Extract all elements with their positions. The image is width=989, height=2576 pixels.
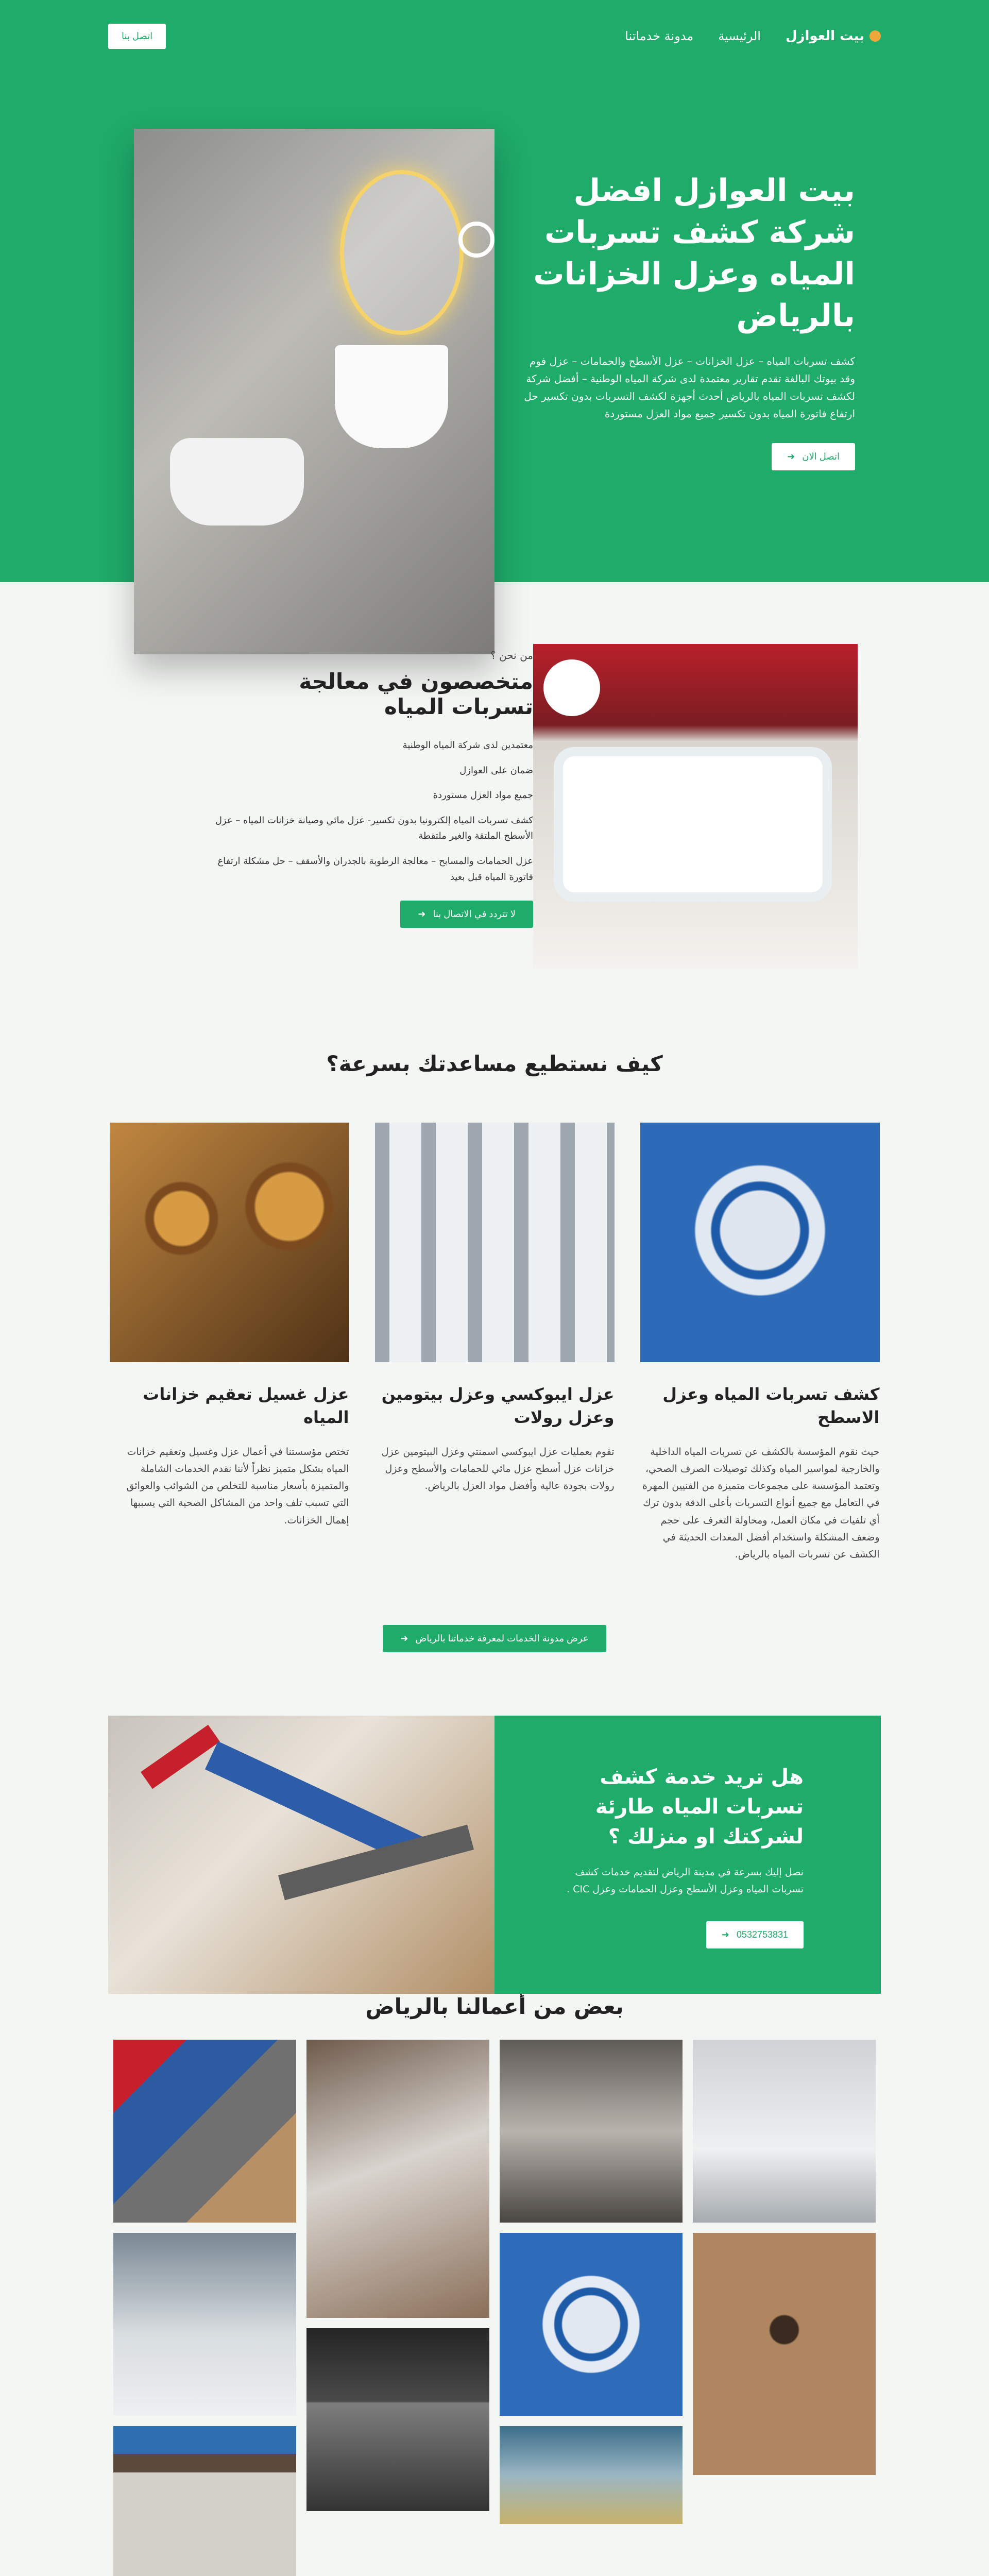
mirror-shape (340, 170, 464, 335)
about-item: كشف تسربات المياه إلكترونيا بدون تكسير- عزل مائي وصيانة خزانات المياه – عزل الأسطح الملتقة والغير ملتقطة (215, 815, 533, 842)
hero-bathroom-image (134, 129, 494, 654)
nav-links (625, 28, 881, 44)
bathtub-shape (554, 747, 832, 902)
service-card (110, 1123, 349, 1563)
service-title: عزل ايبوكسي وعزل بيتومين وعزل رولات (381, 1384, 615, 1427)
gallery-image-bathroom[interactable] (113, 2233, 296, 2416)
services-title: كيف نستطيع مساعدتك بسرعة؟ (326, 1051, 663, 1076)
service-cards (0, 1123, 989, 1563)
hero-section (0, 72, 989, 582)
services-section (0, 1020, 989, 1716)
brand-name: بيت العوازل (785, 28, 864, 44)
cta-phone-number: 0532753831 (736, 1929, 788, 1940)
arrow-icon: ➜ (400, 1633, 408, 1644)
gallery-image-floor-hole[interactable] (693, 2233, 876, 2475)
hero-description: كشف تسربات المياه – عزل الخزانات – عزل الأسطح والحمامات – عزل فوم وقد بيوتك البالغة تقدم تقارير معتمدة لدى شركة المياه الوطنية – أفضل شركة لكشف تسربات المياه بالرياض أحدث أجهزة لكشف التسربات بدون تكسير حل ارتفاع فاتورة المياه بدون تكسير جميع مواد العزل مستوردة (524, 355, 855, 420)
about-content (214, 649, 533, 928)
decor-circle (543, 659, 600, 716)
cta-title: هل تريد خدمة كشف تسربات المياه طارئة لشركتك او منزلك ؟ (595, 1765, 804, 1849)
gallery-image-wrenches[interactable] (113, 2040, 296, 2223)
nav-link-home[interactable]: الرئيسية (718, 29, 761, 43)
toilet-shape (170, 438, 304, 526)
emergency-cta-section (0, 1716, 989, 2076)
service-image-drain (640, 1123, 880, 1362)
gallery-image-roof[interactable] (500, 2426, 683, 2524)
hero-title: بيت العوازل افضل شركة كشف تسربات المياه وعزل الخزانات بالرياض (533, 173, 855, 334)
logo-icon (869, 30, 881, 42)
nav-link-blog[interactable]: مدونة خدماتنا (625, 29, 694, 43)
about-title: متخصصون في معالجة تسربات المياه (299, 669, 533, 719)
gallery-image-pipes[interactable] (306, 2040, 489, 2318)
service-card (640, 1123, 880, 1563)
gallery-image-toilet[interactable] (113, 2426, 296, 2576)
gallery-image-tap-drip[interactable] (500, 2040, 683, 2223)
about-item: جميع مواد العزل مستوردة (433, 790, 533, 801)
brand-logo[interactable] (786, 28, 881, 44)
services-more (0, 1625, 989, 1652)
service-image-pipes (110, 1123, 349, 1362)
service-card (375, 1123, 615, 1563)
sink-shape (335, 345, 448, 448)
gallery-image-faucet[interactable] (693, 2040, 876, 2223)
decor-ring (458, 222, 494, 258)
cta-description: نصل إليك بسرعة في مدينة الرياض لتقديم خدمات كشف تسربات المياه وعزل الأسطح وعزل الحمامات وعزل CIC . (567, 1867, 804, 1895)
about-item: معتمدين لدى شركة المياه الوطنية (402, 740, 533, 751)
services-blog-label: عرض مدونة الخدمات لمعرفة خدماتنا بالرياض (415, 1633, 589, 1644)
cta-panel (494, 1716, 881, 1994)
top-header (0, 0, 989, 72)
about-item: عزل الحمامات والمسابح – معالجة الرطوبة بالجدران والأسقف – حل مشكلة ارتفاع فاتورة المياه قبل بعيد (217, 855, 533, 883)
about-section (0, 582, 989, 1020)
service-description: حيث نقوم المؤسسة بالكشف عن تسربات المياه الداخلية والخارجية لمواسير المياه وكذلك توصيلات الصرف الصحي، وتعتمد المؤسسة على مجموعات متميزة من الفنيين المهرة في التعامل مع جميع أنواع التسربات بأعلى الدقة بدون ترك أي تلفيات في مكان العمل، ومحاولة التعرف على حجم وضعف المشكلة واستخدام أفضل المعدات الحديثة في الكشف عن تسربات المياه بالرياض. (642, 1446, 880, 1561)
nav-contact-button[interactable]: اتصل بنا (108, 24, 166, 49)
wrenches-image (108, 1716, 494, 1994)
about-contact-button[interactable] (400, 901, 533, 928)
service-title: عزل غسيل تعقيم خزانات المياه (143, 1384, 349, 1427)
gallery-section (0, 1994, 989, 2576)
gallery-grid (113, 2040, 876, 2576)
wrench-shape (141, 1725, 220, 1789)
arrow-icon: ➜ (787, 451, 795, 462)
hero-call-button[interactable] (772, 443, 855, 470)
about-contact-label: لا تتردد في الاتصال بنا (433, 909, 516, 920)
hero-text (515, 170, 855, 470)
about-list (214, 738, 533, 885)
nav-bar (0, 0, 989, 72)
arrow-icon: ➜ (418, 909, 426, 920)
arrow-icon: ➜ (721, 1929, 729, 1940)
gallery-title: بعض من أعمالنا بالرياض (365, 1994, 624, 2019)
about-kicker: من نحن ؟ (490, 649, 533, 662)
service-image-tanks (375, 1123, 615, 1362)
service-description: تختص مؤسستنا في أعمال عزل وغسيل وتعقيم خزانات المياه بشكل متميز نظراً لأننا نقدم الخدمات الشاملة والمتميزة بأسعار مناسبة للتخلص من الشوائب والعوائق التي تسبب تلف واحد من المشاكل الصحية التي يسببها إهمال الخزانات. (126, 1446, 349, 1526)
cta-phone-button[interactable] (706, 1921, 804, 1948)
service-description: تقوم بعمليات عزل ايبوكسي اسمنتي وعزل البيتومين عزل خزانات عزل أسطح عزل مائي للحمامات والأسطح وعزل رولات بجودة عالية وأفضل مواد العزل بالرياض. (381, 1446, 615, 1492)
about-bathtub-image (533, 644, 858, 969)
gallery-image-drain[interactable] (500, 2233, 683, 2416)
about-item: ضمان على العوازل (459, 765, 533, 776)
service-title: كشف تسربات المياه وعزل الاسطح (662, 1384, 880, 1427)
hero-call-label: اتصل الان (802, 451, 840, 462)
services-blog-button[interactable] (383, 1625, 606, 1652)
gallery-image-water-flow[interactable] (306, 2328, 489, 2511)
